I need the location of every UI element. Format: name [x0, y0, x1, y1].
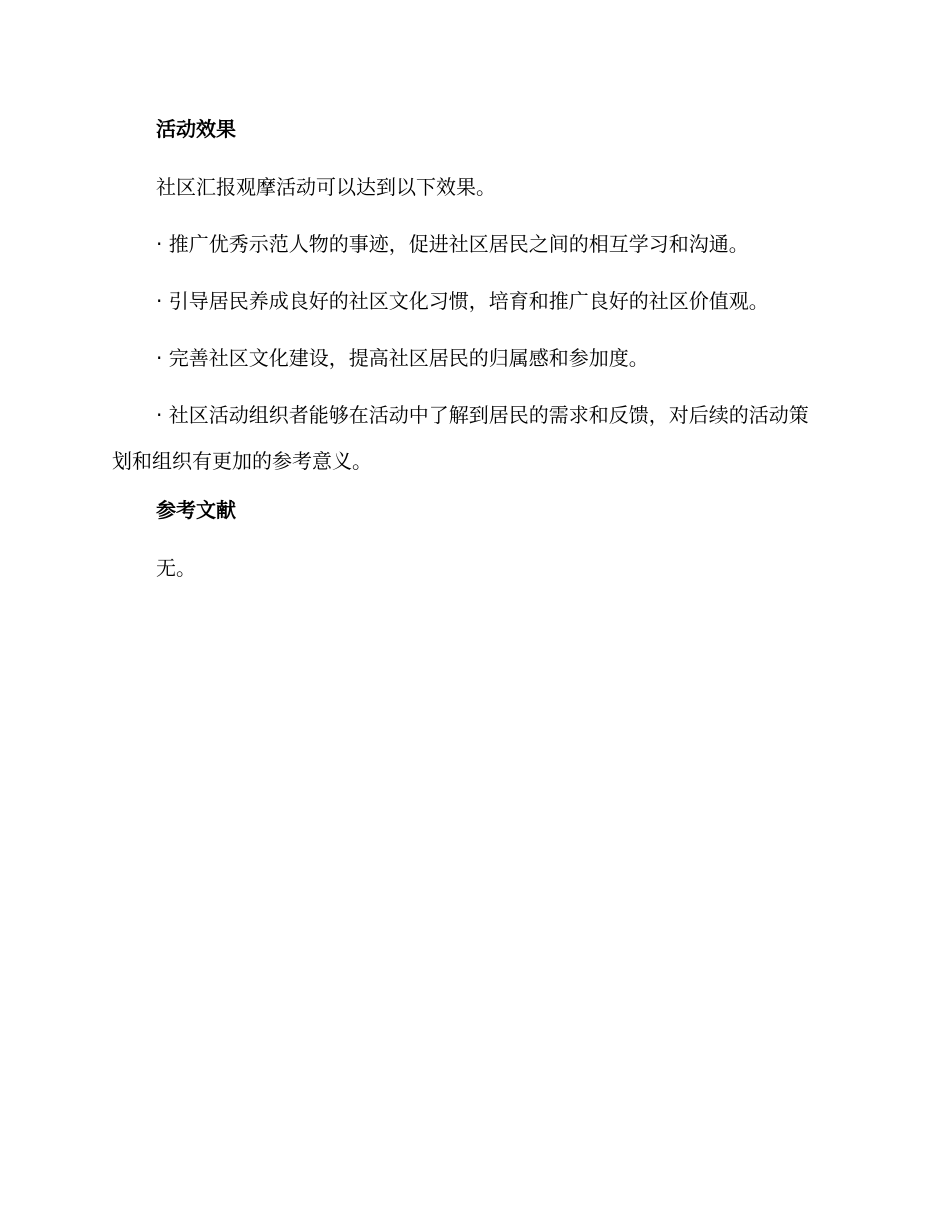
bullet-item: · 完善社区文化建设，提高社区居民的归属感和参加度。 — [156, 346, 649, 370]
bullet-item: · 引导居民养成良好的社区文化习惯，培育和推广良好的社区价值观。 — [156, 289, 769, 313]
section-heading-references: 参考文献 — [156, 498, 236, 522]
document-body — [112, 112, 824, 608]
section-intro-paragraph: 社区汇报观摩活动可以达到以下效果。 — [156, 175, 496, 199]
bullet-item: · 推广优秀示范人物的事迹，促进社区居民之间的相互学习和沟通。 — [156, 232, 749, 256]
bullet-item: · 社区活动组织者能够在活动中了解到居民的需求和反馈，对后续的活动策划和组织有更加的参考意义。 — [112, 403, 809, 473]
references-content: 无。 — [156, 556, 196, 580]
section-heading-activity-effects: 活动效果 — [156, 117, 236, 141]
